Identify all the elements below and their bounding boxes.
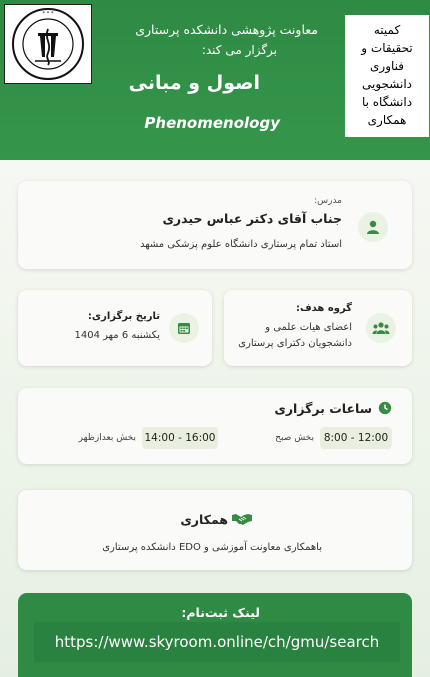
hours-title: ساعات برگزاری xyxy=(274,401,372,416)
afternoon-time-pill: 14:00 - 16:00 xyxy=(142,427,218,449)
morning-time-pill: 8:00 - 12:00 xyxy=(320,427,392,449)
committee-line: تحقیقات و xyxy=(361,41,413,55)
registration-link-box[interactable] xyxy=(34,622,400,662)
clock-icon xyxy=(378,401,392,415)
registration-title: لینک ثبت‌نام: xyxy=(181,605,260,620)
instructor-title: استاد تمام پرستاری دانشگاه علوم پزشکی مشهد xyxy=(139,239,342,250)
university-logo xyxy=(4,4,92,84)
morning-label: بخش صبح xyxy=(275,433,314,443)
user-icon xyxy=(365,219,381,235)
instructor-name: جناب آقای دکتر عباس حیدری xyxy=(162,211,342,226)
date-value: یکشنبه 6 مهر 1404 xyxy=(74,330,160,341)
calendar-icon-circle xyxy=(169,313,199,343)
handshake-icon xyxy=(232,512,252,526)
committee-note xyxy=(345,15,429,137)
target-line1: اعضای هیات علمی و xyxy=(265,322,352,333)
svg-text:* * *: * * * xyxy=(42,11,54,17)
afternoon-label: بخش بعدازظهر xyxy=(78,433,136,443)
registration-link[interactable]: https://www.skyroom.online/ch/gmu/search xyxy=(54,633,380,651)
target-label: گروه هدف: xyxy=(296,303,352,314)
committee-line: کمیته xyxy=(373,23,401,37)
event-title: اصول و مبانی xyxy=(128,72,260,94)
instructor-icon-circle xyxy=(358,212,388,242)
logo-seal-icon xyxy=(5,5,91,83)
group-icon-circle xyxy=(366,313,396,343)
event-title-en: Phenomenology xyxy=(144,114,280,132)
hours-card xyxy=(18,388,412,464)
target-line2: دانشجویان دکترای پرستاری xyxy=(238,338,352,349)
organizer-line: معاونت پژوهشی دانشکده پرستاری xyxy=(135,22,318,37)
committee-line: فناوری xyxy=(370,59,404,73)
committee-line: همکاری xyxy=(367,113,407,127)
cooperation-text: باهمکاری معاونت آموزشی و EDO دانشکده پرستاری xyxy=(102,542,322,553)
calendar-icon xyxy=(177,321,191,335)
instructor-label: مدرس: xyxy=(314,196,342,206)
cooperation-title: همکاری xyxy=(180,512,228,527)
cooperation-card xyxy=(18,490,412,570)
committee-line: دانشجویی xyxy=(361,77,412,91)
organizer-subline: برگزار می کند: xyxy=(201,43,277,57)
committee-line: دانشگاه با xyxy=(361,95,413,109)
group-icon xyxy=(372,320,390,336)
date-label: تاریخ برگزاری: xyxy=(87,311,160,322)
